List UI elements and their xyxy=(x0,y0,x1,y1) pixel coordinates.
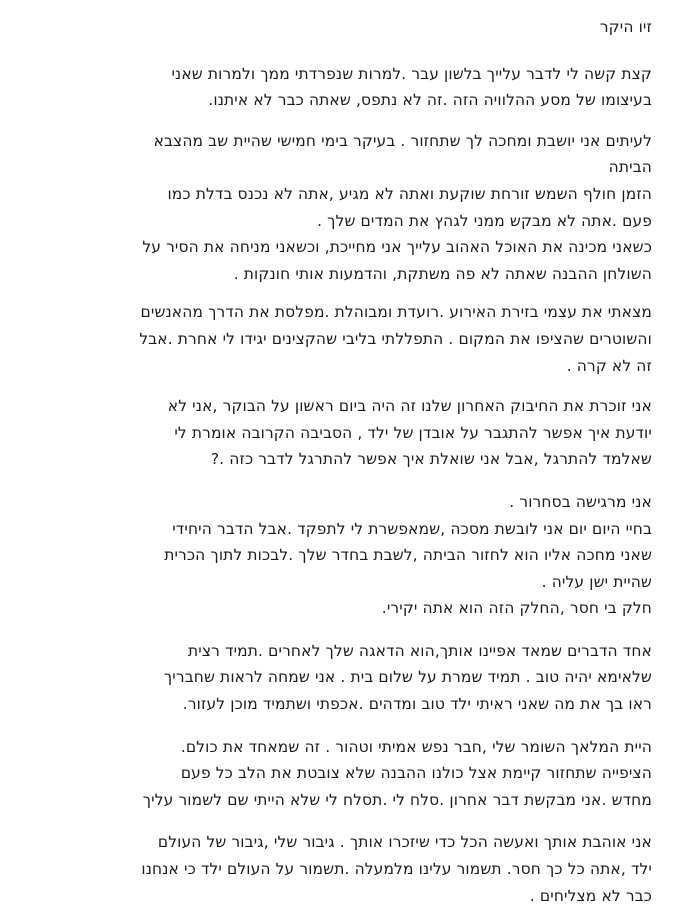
salutation-text: זיו היקר xyxy=(599,18,652,36)
text-line: ילד ,אתה כל כך חסר. תשמור עלינו מלמעלה .תשמור על העולם ילד כי אנחנו xyxy=(141,860,652,879)
letter-salutation xyxy=(56,14,652,41)
letter-body xyxy=(56,14,652,909)
text-line: הציפייה שתחזור קיימת אצל כולנו ההבנה שלא צובטת את הלב כל פעם xyxy=(180,764,652,783)
text-line: חלק בי חסר ,החלק הזה הוא אתה יקירי. xyxy=(381,599,652,618)
text-line: הביתה xyxy=(608,158,652,177)
text-line: אני זוכרת את החיבוק האחרון שלנו זה היה ביום ראשון על הבוקר ,אני לא xyxy=(167,397,652,416)
text-line: מחדש .אני מבקשת דבר אחרון .סלח לי .תסלח לי שלא הייתי שם לשמור עליך xyxy=(142,790,652,809)
text-line: קצת קשה לי לדבר עלייך בלשון עבר .למרות שנפרדתי ממך ולמרות שאני xyxy=(171,64,652,83)
text-line: יודעת איך אפשר להתגבר על אובדן של ילד , הסביבה הקרובה אומרת לי xyxy=(174,423,652,442)
paragraph-1 xyxy=(56,61,652,114)
text-line: שאני מחכה אליו הוא לחזור הביתה ,לשבת בחדר שלך .לבכות לתוך הכרית xyxy=(164,546,652,565)
text-line: והשוטרים שהציפו את המקום . התפללתי בליבי שהקצינים יגידו לי אחרת .אבל xyxy=(139,329,652,348)
text-line: מצאתי את עצמי בזירת האירוע .רועדת ומבוהלת .מפלסת את הדרך מהאנשים xyxy=(140,303,652,322)
text-line: בעיצומו של מסע ההלוויה הזה .זה לא נתפס, שאתה כבר לא איתנו. xyxy=(208,91,652,110)
paragraph-5 xyxy=(56,489,652,622)
text-line: בחיי היום יום אני לובשת מסכה ,שמאפשרת לי לתפקד .אבל הדבר היחידי xyxy=(172,519,652,538)
text-line: ראו בך את מה שאני ראיתי ילד טוב ומדהים .אכפתי ושתמיד מוכן לעזור. xyxy=(182,695,652,714)
paragraph-6 xyxy=(56,638,652,718)
paragraph-2 xyxy=(56,128,652,288)
paragraph-3 xyxy=(56,299,652,379)
paragraph-4 xyxy=(56,393,652,473)
text-line: אחד הדברים שמאד אפיינו אותך,הוא הדאגה שלך לאחרים .תמיד רצית xyxy=(188,641,652,660)
text-line: היית המלאך השומר שלי ,חבר נפש אמיתי וטהור . זה שמאחד את כולם. xyxy=(180,737,652,756)
text-line: שהיית ישן עליה . xyxy=(541,572,652,591)
text-line: שלאימא יהיה טוב . תמיד שמרת על שלום בית . אני שמחה לראות שחבריך xyxy=(163,668,652,687)
text-line: לעיתים אני יושבת ומחכה לך שתחזור . בעיקר בימי חמישי שהיית שב מהצבא xyxy=(153,131,652,150)
text-line: אני אוהבת אותך ואעשה הכל כדי שיזכרו אותך . גיבור שלי ,גיבור של העולם xyxy=(157,833,652,852)
text-line: כשאני מכינה את האוכל האהוב עלייך אני מחייכת, וכשאני מניחה את הסיר על xyxy=(142,238,652,257)
text-line: זה לא קרה . xyxy=(566,356,652,375)
paragraph-8 xyxy=(56,829,652,909)
paragraph-7 xyxy=(56,734,652,814)
text-line: הזמן חולף השמש זורחת שוקעת ואתה לא מגיע ,אתה לא נכנס בדלת כמו xyxy=(167,184,652,203)
text-line: השולחן ההבנה שאתה לא פה משתקת, והדמעות אותי חונקות . xyxy=(233,264,652,283)
text-line: אני מרגישה בסחרור . xyxy=(509,492,652,511)
text-line: פעם .אתה לא מבקש ממני לגהץ את המדים שלך . xyxy=(317,211,652,230)
text-line: שאלמד להתרגל ,אבל אני שואלת איך אפשר להתרגל לדבר כזה .? xyxy=(210,450,652,469)
text-line: כבר לא מצליחים . xyxy=(529,886,652,905)
